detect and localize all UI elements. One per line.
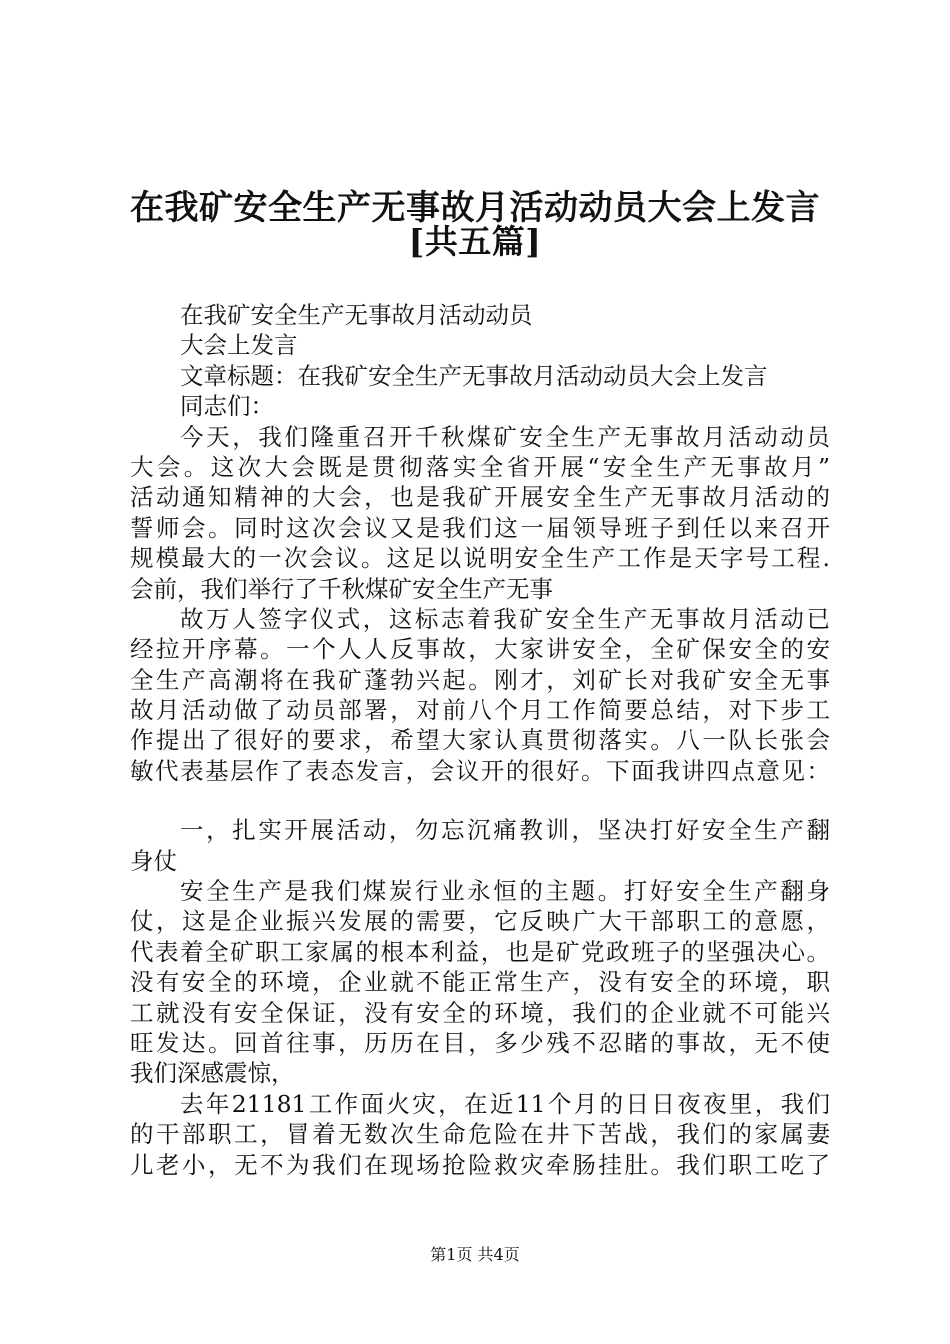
paragraph-4-line: 去年21181工作面火灾，在近11个月的日日夜夜里，我们 (180, 1089, 830, 1118)
paragraph-1-line: 活动通知精神的大会，也是我矿开展安全生产无事故月活动的 (130, 483, 830, 512)
section-1-heading-line: 身仗 (130, 846, 177, 875)
paragraph-2-line: 全生产高潮将在我矿蓬勃兴起。刚才，刘矿长对我矿安全无事 (130, 665, 830, 694)
paragraph-3-line: 代表着全矿职工家属的根本利益，也是矿党政班子的坚强决心。 (130, 937, 830, 966)
paragraph-3-line: 我们深感震惊， (130, 1059, 295, 1088)
section-1-heading-line: 一，扎实开展活动，勿忘沉痛教训，坚决打好安全生产翻 (180, 816, 830, 845)
paragraph-1-line: 规模最大的一次会议。这足以说明安全生产工作是天字号工程. (130, 544, 830, 573)
paragraph-2-line: 敏代表基层作了表态发言，会议开的很好。下面我讲四点意见： (130, 756, 830, 785)
document-title-line-1: 在我矿安全生产无事故月活动动员大会上发言 (130, 188, 820, 228)
article-title-line: 文章标题：在我矿安全生产无事故月活动动员大会上发言 (180, 361, 768, 390)
paragraph-3-line: 仗，这是企业振兴发展的需要，它反映广大干部职工的意愿， (130, 907, 830, 936)
paragraph-2-line: 故万人签字仪式，这标志着我矿安全生产无事故月活动已 (180, 604, 830, 633)
paragraph-3-line: 旺发达。回首往事，历历在目，多少残不忍睹的事故，无不使 (130, 1028, 830, 1057)
header-line: 在我矿安全生产无事故月活动动员 (180, 301, 533, 329)
paragraph-1-line: 会前，我们举行了千秋煤矿安全生产无事 (130, 574, 553, 603)
paragraph-3-line: 工就没有安全保证，没有安全的环境，我们的企业就不可能兴 (130, 998, 830, 1027)
paragraph-2-line: 经拉开序幕。一个人人反事故，大家讲安全，全矿保安全的安 (130, 635, 830, 664)
paragraph-3-line: 安全生产是我们煤炭行业永恒的主题。打好安全生产翻身 (180, 877, 830, 906)
paragraph-2-line: 故月活动做了动员部署，对前八个月工作简要总结，对下步工 (130, 696, 830, 725)
paragraph-3-line: 没有安全的环境，企业就不能正常生产，没有安全的环境，职 (130, 968, 830, 997)
paragraph-spacer (130, 786, 830, 815)
paragraph-4-line: 儿老小，无不为我们在现场抢险救灾牵肠挂肚。我们职工吃了 (130, 1150, 830, 1179)
paragraph-4-line: 的干部职工，冒着无数次生命危险在井下苦战，我们的家属妻 (130, 1120, 830, 1149)
page-footer: 第1页 共4页 (430, 1245, 520, 1264)
paragraph-1-line: 大会。这次大会既是贯彻落实全省开展“安全生产无事故月” (130, 452, 830, 481)
header-line: 大会上发言 (180, 331, 298, 360)
paragraph-2-line: 作提出了很好的要求，希望大家认真贯彻落实。八一队长张会 (130, 726, 830, 755)
document-title-line-2: [共五篇] (408, 222, 542, 261)
salutation: 同志们： (180, 392, 274, 421)
document-body (130, 300, 830, 1180)
paragraph-1-line: 誓师会。同时这次会议又是我们这一届领导班子到任以来召开 (130, 513, 830, 542)
paragraph-1-line: 今天，我们隆重召开千秋煤矿安全生产无事故月活动动员 (180, 422, 830, 451)
